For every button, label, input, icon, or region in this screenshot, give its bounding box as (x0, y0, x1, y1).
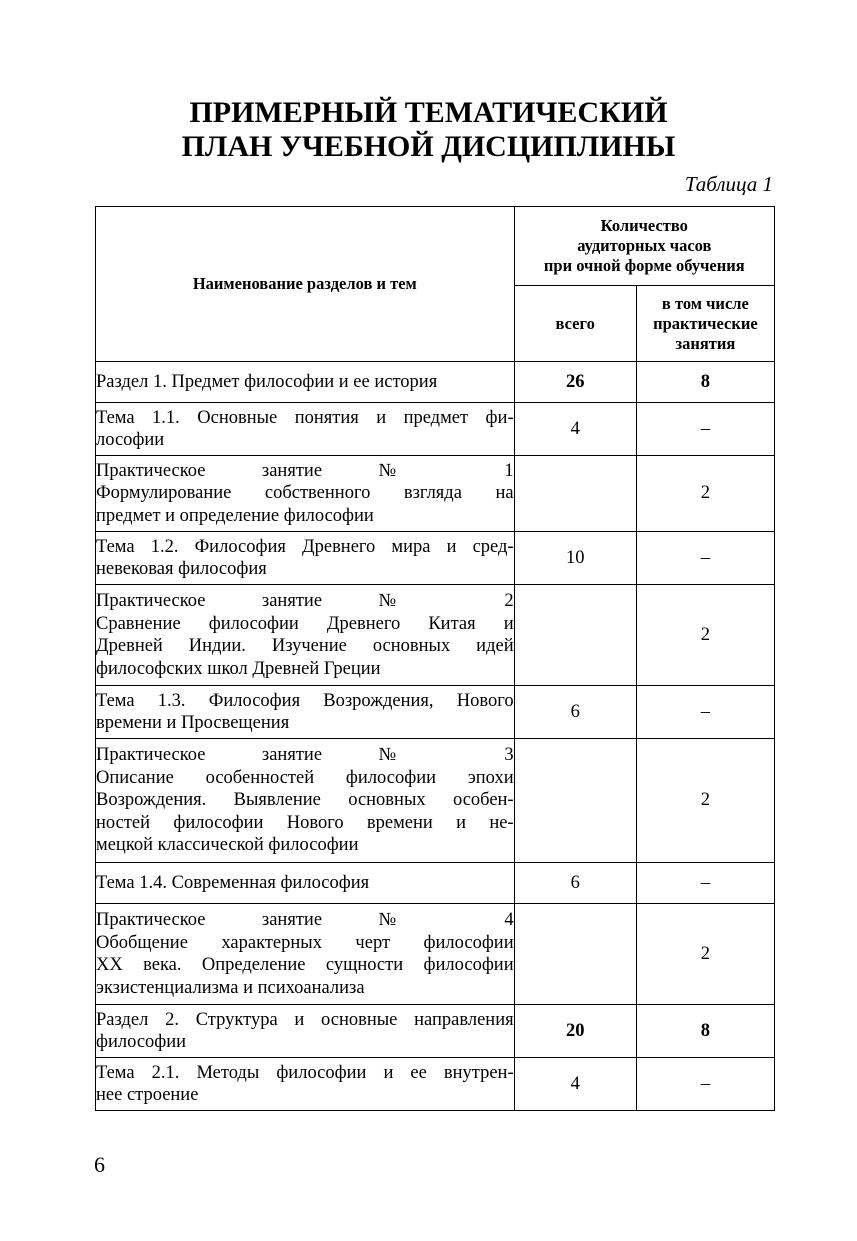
row-name-line: Тема 1.2. Философия Древнего мира и сред- (96, 536, 514, 557)
row-name-cell (96, 739, 515, 863)
row-name-cell (96, 1058, 515, 1111)
table-row (96, 904, 775, 1005)
row-total-cell (514, 904, 636, 1005)
row-name-line: мецкой классической философии (96, 835, 359, 856)
row-name-cell (96, 362, 515, 403)
row-name-line: Тема 1.3. Философия Возрождения, Нового (96, 690, 514, 711)
thematic-plan-table (95, 206, 775, 1111)
row-practical-cell: 2 (636, 456, 774, 532)
row-name-line: Раздел 2. Структура и основные направления (96, 1009, 514, 1030)
row-name-line: Практическое занятие № 1 (96, 460, 514, 481)
row-name-cell (96, 686, 515, 739)
header-total-cell (514, 286, 636, 362)
row-name-line: Практическое занятие № 3 (96, 745, 514, 766)
table-row (96, 403, 775, 456)
row-name-line: Тема 1.1. Основные понятия и предмет фи- (96, 407, 514, 428)
row-name-line: XX века. Определение сущности философии (96, 955, 514, 975)
row-name-cell (96, 904, 515, 1005)
row-total-cell: 6 (514, 686, 636, 739)
row-total-cell (514, 456, 636, 532)
row-name-line: Возрождения. Выявление основных особен- (96, 790, 514, 811)
title-line-1: ПРИМЕРНЫЙ ТЕМАТИЧЕСКИЙ (189, 96, 668, 129)
row-total-cell (514, 739, 636, 863)
row-practical-cell: 2 (636, 585, 774, 686)
row-name-line: Обобщение характерных черт философии (96, 932, 514, 953)
table-row (96, 362, 775, 403)
row-name-line: Практическое занятие № 2 (96, 591, 514, 611)
header-hours-line-1: Количество (600, 216, 688, 235)
row-name-line: лософии (96, 430, 165, 450)
row-total-cell: 10 (514, 532, 636, 585)
row-practical-cell: 8 (636, 362, 774, 403)
title-line-2: ПЛАН УЧЕБНОЙ ДИСЦИПЛИНЫ (181, 130, 676, 163)
row-name-cell (96, 532, 515, 585)
table-row (96, 585, 775, 686)
table-row (96, 739, 775, 863)
table-row (96, 686, 775, 739)
table-body (96, 362, 775, 1111)
header-hours-line-2: аудиторных часов (577, 236, 712, 255)
row-name-line: Описание особенностей философии эпохи (96, 767, 514, 788)
table-row (96, 1005, 775, 1058)
row-practical-cell: – (636, 686, 774, 739)
row-practical-cell: 2 (636, 739, 774, 863)
row-practical-cell: – (636, 532, 774, 585)
row-name-cell (96, 863, 515, 904)
row-name-line: Древней Индии. Изучение основных идей (96, 636, 514, 656)
header-name-cell (96, 207, 515, 362)
header-row-1 (96, 207, 775, 286)
header-total: всего (555, 313, 595, 333)
row-total-cell: 4 (514, 403, 636, 456)
row-name-line: Раздел 1. Предмет философии и ее история (96, 371, 438, 392)
row-name-cell (96, 403, 515, 456)
header-hours-cell (514, 207, 774, 286)
header-practical-line-3: занятия (675, 333, 736, 353)
header-name: Наименование разделов и тем (192, 274, 417, 293)
row-name-line: Практическое занятие № 4 (96, 910, 514, 930)
row-name-line: философских школ Древней Греции (96, 658, 381, 679)
row-name-line: Сравнение философии Древнего Китая и (96, 613, 514, 634)
row-practical-cell: – (636, 863, 774, 904)
table-row (96, 863, 775, 904)
header-practical-line-1: в том числе (661, 293, 749, 313)
row-name-line: ностей философии Нового времени и не- (96, 812, 514, 833)
row-name-line: невековая философия (96, 559, 267, 579)
row-practical-cell: – (636, 1058, 774, 1111)
row-practical-cell: 8 (636, 1005, 774, 1058)
header-hours-line-3: при очной форме обучения (543, 256, 745, 275)
row-total-cell: 4 (514, 1058, 636, 1111)
row-name-line: времени и Просвещения (96, 713, 290, 733)
row-name-line: предмет и определение философии (96, 505, 374, 526)
row-total-cell: 20 (514, 1005, 636, 1058)
row-name-cell (96, 585, 515, 686)
table-row (96, 1058, 775, 1111)
header-practical-line-2: практические (653, 313, 758, 333)
row-name-line: нее строение (96, 1085, 199, 1105)
row-total-cell: 26 (514, 362, 636, 403)
row-name-line: Тема 2.1. Методы философии и ее внутрен- (96, 1062, 514, 1083)
table-row (96, 456, 775, 532)
row-name-cell (96, 456, 515, 532)
table-row (96, 532, 775, 585)
row-practical-cell: – (636, 403, 774, 456)
row-name-line: экзистенциализма и психоанализа (96, 977, 365, 998)
page-title (0, 96, 857, 164)
row-total-cell: 6 (514, 863, 636, 904)
row-practical-cell: 2 (636, 904, 774, 1005)
header-practical-cell (636, 286, 774, 362)
row-total-cell (514, 585, 636, 686)
page-number: 6 (94, 1152, 105, 1177)
row-name-cell (96, 1005, 515, 1058)
row-name-line: Формулирование собственного взгляда на (96, 483, 514, 504)
row-name-line: Тема 1.4. Современная философия (96, 872, 370, 893)
row-name-line: философии (96, 1032, 187, 1052)
table-label: Таблица 1 (684, 172, 773, 196)
